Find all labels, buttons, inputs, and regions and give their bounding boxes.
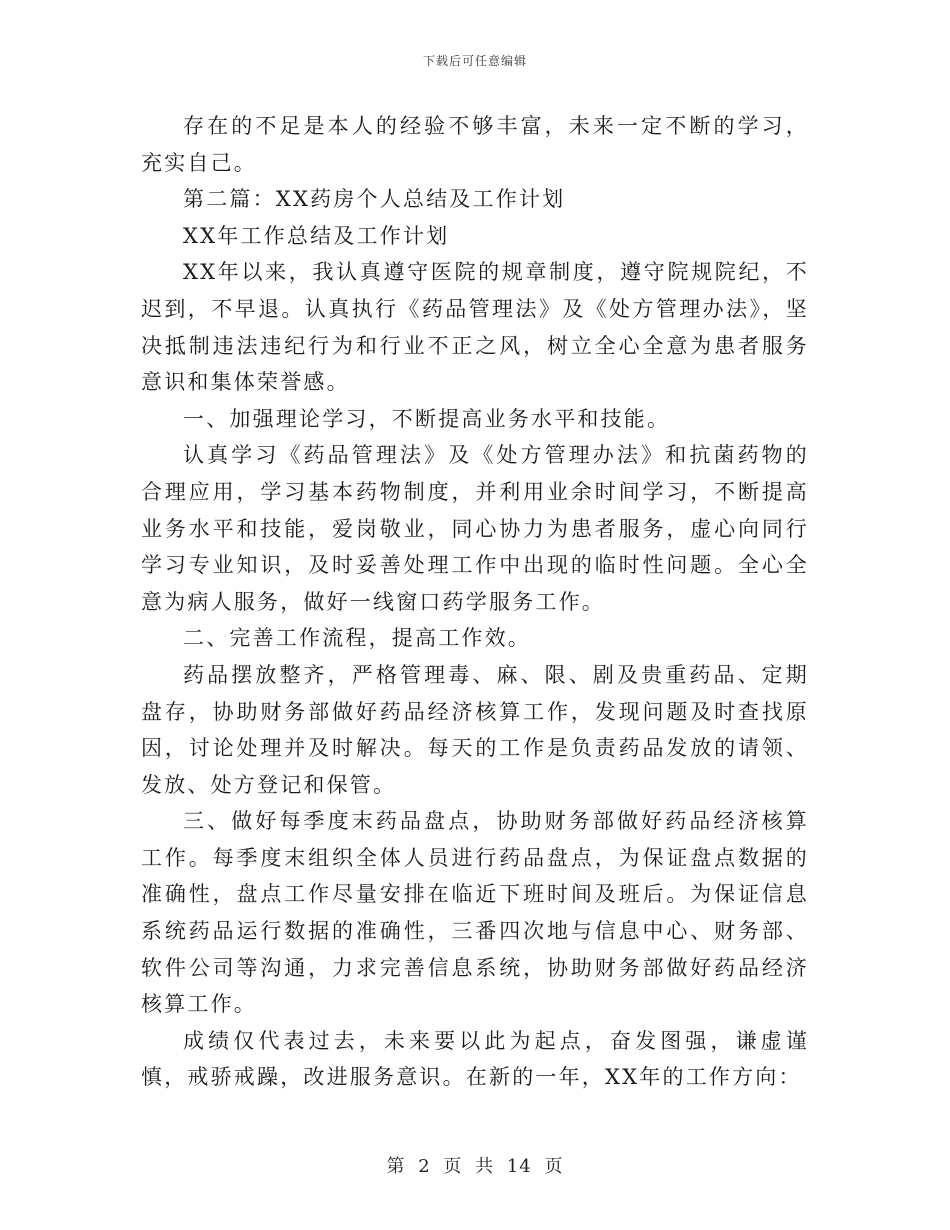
paragraph-8: 药品摆放整齐，严格管理毒、麻、限、剧及贵重药品、定期盘存，协助财务部做好药品经济核算工作，发现问题及时查找原因，讨论处理并及时解决。每天的工作是负责药品发放的请领、发放、处方登记和保管。 [141, 662, 809, 797]
paragraph-5-heading: 一、加强理论学习，不断提高业务水平和技能。 [183, 406, 671, 431]
paragraph-7-heading: 二、完善工作流程，提高工作效。 [183, 626, 531, 651]
document-body [141, 108, 809, 1096]
paragraph-1: 存在的不足是本人的经验不够丰富，未来一定不断的学习，充实自己。 [141, 114, 809, 175]
page-header: 下载后可任意编辑 [422, 54, 527, 68]
page-number-footer: 第 2 页 共 14 页 [386, 1156, 564, 1177]
paragraph-10: 成绩仅代表过去，未来要以此为起点，奋发图强，谦虚谨慎，戒骄戒躁，改进服务意识。在新的一年，XX年的工作方向： [141, 1028, 809, 1090]
paragraph-9: 三、做好每季度末药品盘点，协助财务部做好药品经济核算工作。每季度末组织全体人员进行药品盘点，为保证盘点数据的准确性，盘点工作尽量安排在临近下班时间及班后。为保证信息系统药品运行数据的准确性，三番四次地与信息中心、财务部、软件公司等沟通，力求完善信息系统，协助财务部做好药品经济核算工作。 [141, 809, 809, 1017]
paragraph-6: 认真学习《药品管理法》及《处方管理办法》和抗菌药物的合理应用，学习基本药物制度，并利用业余时间学习，不断提高业务水平和技能，爱岗敬业，同心协力为患者服务，虚心向同行学习专业知识，及时妥善处理工作中出现的临时性问题。全心全意为病人服务，做好一线窗口药学服务工作。 [141, 443, 809, 614]
paragraph-4: XX年以来，我认真遵守医院的规章制度，遵守院规院纪，不迟到，不早退。认真执行《药品管理法》及《处方管理办法》，坚决抵制违法违纪行为和行业不正之风，树立全心全意为患者服务意识和集体荣誉感。 [141, 260, 809, 395]
paragraph-3-subtitle: XX年工作总结及工作计划 [183, 223, 450, 248]
paragraph-2-section-title: 第二篇：XX药房个人总结及工作计划 [183, 187, 566, 212]
